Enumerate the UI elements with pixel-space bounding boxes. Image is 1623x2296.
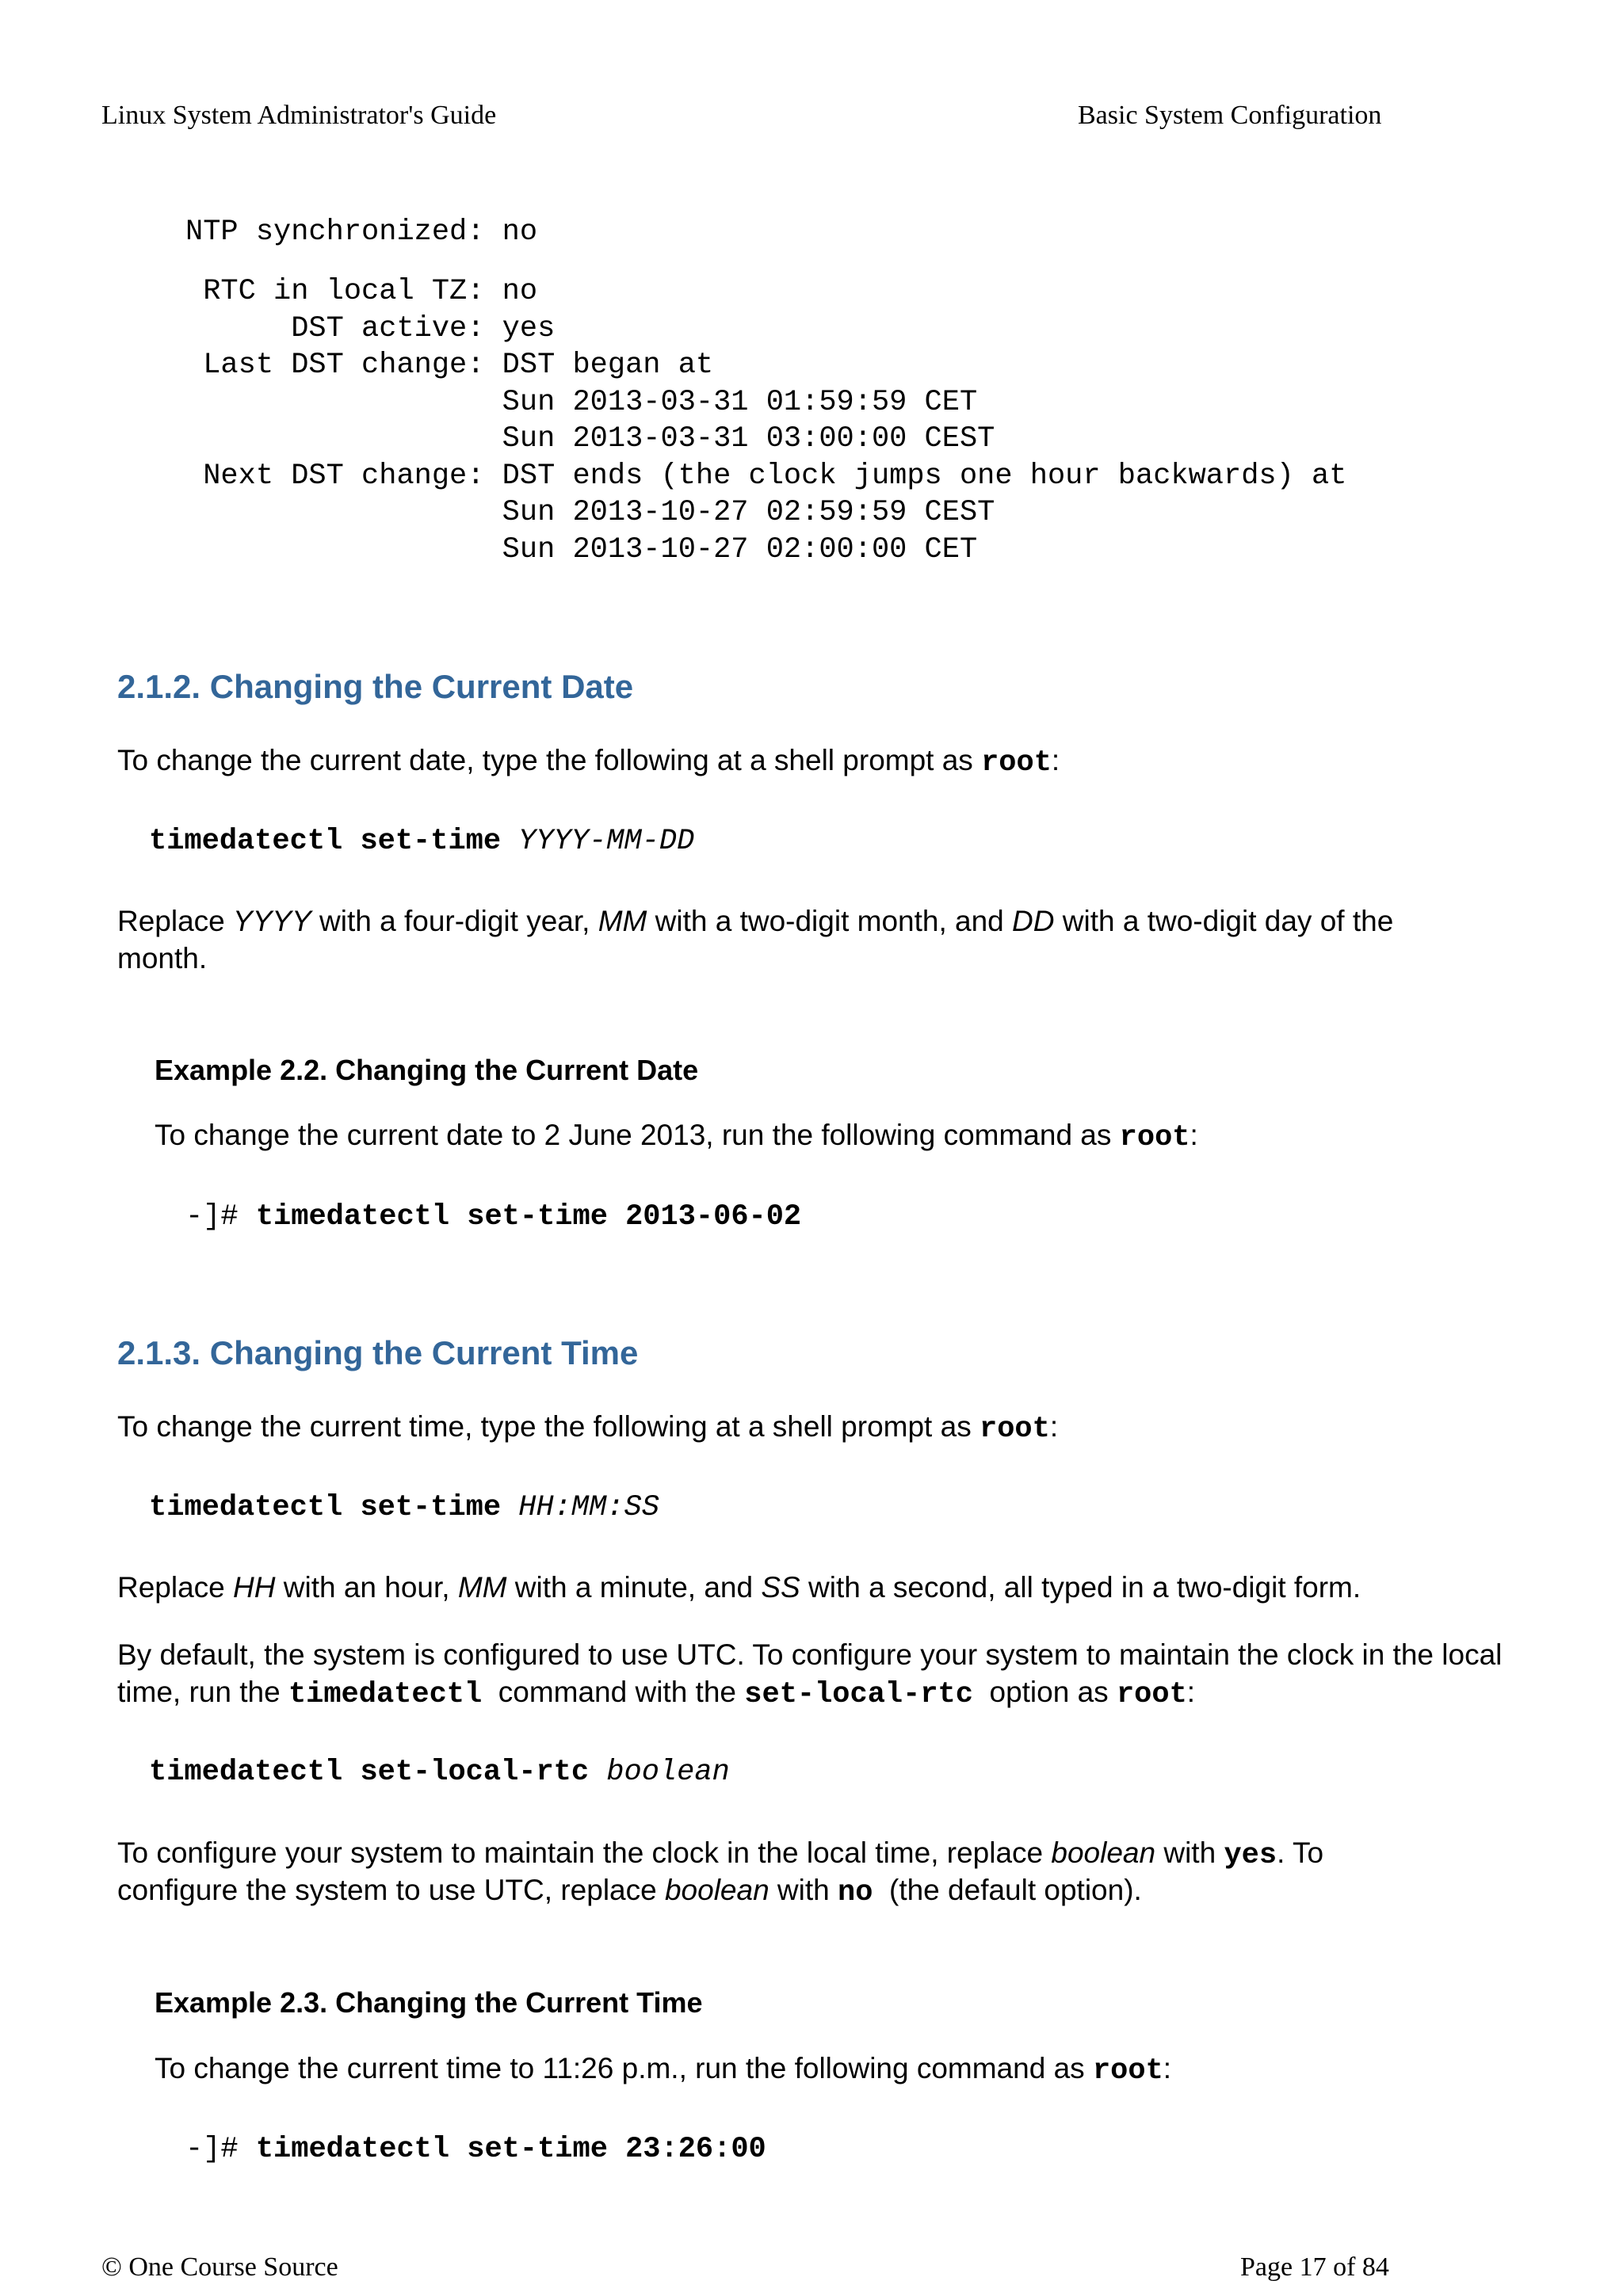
- example-command-date: -]# timedatectl set-time 2013-06-02: [185, 1200, 802, 1234]
- example-text-time: To change the current time to 11:26 p.m., run the following command as root:: [155, 2052, 1172, 2088]
- timedatectl-code: timedatectl: [288, 1678, 483, 1711]
- root-code: root: [981, 746, 1052, 780]
- no-code: no: [838, 1876, 873, 1909]
- paragraph-time-intro: To change the current time, type the following at a shell prompt as root:: [117, 1410, 1059, 1446]
- root-code: root: [1119, 1121, 1190, 1154]
- example-title-time: Example 2.3. Changing the Current Time: [155, 1986, 703, 2019]
- root-code: root: [1116, 1678, 1187, 1711]
- paragraph-configure-line1: To configure your system to maintain the clock in the local time, replace boolean with yes. To: [117, 1836, 1324, 1872]
- example-title-date: Example 2.2. Changing the Current Date: [155, 1054, 699, 1086]
- header-right: Basic System Configuration: [1078, 101, 1382, 130]
- command-syntax-set-local-rtc: timedatectl set-local-rtc boolean: [149, 1756, 730, 1789]
- example-text-date: To change the current date to 2 June 2013, run the following command as root:: [155, 1119, 1198, 1154]
- yes-code: yes: [1224, 1839, 1277, 1872]
- footer-page-number: Page 17 of 84: [1240, 2252, 1389, 2282]
- terminal-output-ntp: NTP synchronized: no: [185, 215, 538, 249]
- section-title-changing-date: 2.1.2. Changing the Current Date: [117, 668, 634, 705]
- command-syntax-set-date: timedatectl set-time YYYY-MM-DD: [149, 825, 695, 858]
- paragraph-time-replace: Replace HH with an hour, MM with a minute, and SS with a second, all typed in a two-digit form.: [117, 1571, 1361, 1604]
- set-local-rtc-code: set-local-rtc: [744, 1678, 973, 1711]
- paragraph-default-utc-line1: By default, the system is configured to use UTC. To configure your system to maintain the clock in the local: [117, 1638, 1503, 1671]
- paragraph-date-intro: To change the current date, type the following at a shell prompt as root:: [117, 744, 1060, 780]
- paragraph-date-replace-line1: Replace YYYY with a four-digit year, MM with a two-digit month, and DD with a two-digit day of the: [117, 905, 1394, 937]
- paragraph-date-replace-line2: month.: [117, 942, 208, 974]
- root-code: root: [979, 1413, 1050, 1446]
- shell-prompt: -]#: [185, 1200, 256, 1234]
- header-left: Linux System Administrator's Guide: [101, 101, 497, 130]
- section-title-changing-time: 2.1.3. Changing the Current Time: [117, 1334, 639, 1371]
- paragraph-configure-line2: configure the system to use UTC, replace boolean with no (the default option).: [117, 1874, 1142, 1909]
- terminal-output-dst: RTC in local TZ: no DST active: yes Last DST change: DST began at Sun 2013-03-31 01:59:59 CET Sun 2013-03-31 03:00:00 CEST Next DST change: DST ends (the clock jumps one hour backwards) at Sun 2013-10-27 02:59:59 CEST Sun 2013-10-27 02:00:00 CET: [203, 275, 1347, 566]
- command-syntax-set-time: timedatectl set-time HH:MM:SS: [149, 1491, 659, 1524]
- paragraph-default-utc-line2: time, run the timedatectl command with the set-local-rtc option as root:: [117, 1676, 1196, 1711]
- shell-prompt: -]#: [185, 2133, 256, 2166]
- root-code: root: [1092, 2054, 1163, 2088]
- example-command-time: -]# timedatectl set-time 23:26:00: [185, 2133, 766, 2166]
- footer-left: © One Course Source: [101, 2252, 338, 2282]
